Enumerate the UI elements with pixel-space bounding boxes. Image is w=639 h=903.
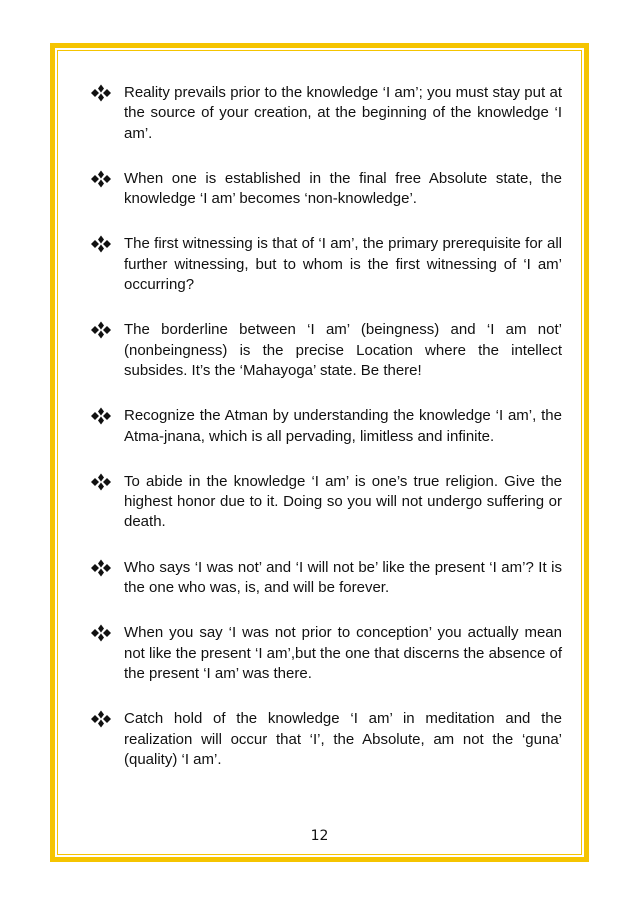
four-diamond-bullet-icon: [90, 407, 112, 425]
list-item-text: To abide in the knowledge ‘I am’ is one’s true religion. Give the highest honor due to it. Doing so you will not undergo suffering or death.: [124, 472, 562, 531]
four-diamond-bullet-icon: [90, 84, 112, 102]
four-diamond-bullet-icon: [90, 710, 112, 728]
list-item: [90, 320, 562, 381]
four-diamond-bullet-icon: [90, 473, 112, 491]
list-item: [90, 472, 562, 533]
list-item: [90, 234, 562, 295]
page-number: 12: [310, 828, 329, 844]
list-item-text: The borderline between ‘I am’ (beingness) and ‘I am not’ (nonbeingness) is the precise Location where the intellect subsides. It’s the ‘Mahayoga’ state. Be there!: [124, 321, 562, 379]
list-item: [90, 623, 562, 684]
list-item: [90, 406, 562, 447]
list-item-text: When you say ‘I was not prior to conception’ you actually mean not like the present ‘I am’,but the one that discerns the absence of the present ‘I am’ was there.: [124, 624, 562, 682]
four-diamond-bullet-icon: [90, 170, 112, 188]
list-item: [90, 558, 562, 599]
four-diamond-bullet-icon: [90, 559, 112, 577]
list-item: [90, 709, 562, 770]
list-item-text: Who says ‘I was not’ and ‘I will not be’ like the present ‘I am’? It is the one who was, is, and will be forever.: [124, 558, 562, 597]
list-item: [90, 169, 562, 210]
list-item-text: Catch hold of the knowledge ‘I am’ in meditation and the realization will occur that ‘I’, the Absolute, am not the ‘guna’ (quality) ‘I am’.: [124, 710, 562, 768]
list-item: [90, 83, 562, 144]
list-item-text: Recognize the Atman by understanding the knowledge ‘I am’, the Atma-jnana, which is all pervading, limitless and infinite.: [124, 407, 562, 445]
four-diamond-bullet-icon: [90, 624, 112, 642]
list-item-text: Reality prevails prior to the knowledge ‘I am’; you must stay put at the source of your creation, at the beginning of the knowledge ‘I am’.: [124, 84, 562, 142]
quote-list: [90, 83, 562, 795]
four-diamond-bullet-icon: [90, 321, 112, 339]
list-item-text: The first witnessing is that of ‘I am’, the primary prerequisite for all further witnessing, but to whom is the first witnessing of ‘I am’ occurring?: [124, 235, 562, 294]
list-item-text: When one is established in the final free Absolute state, the knowledge ‘I am’ becomes ‘non-knowledge’.: [124, 169, 562, 208]
four-diamond-bullet-icon: [90, 235, 112, 253]
